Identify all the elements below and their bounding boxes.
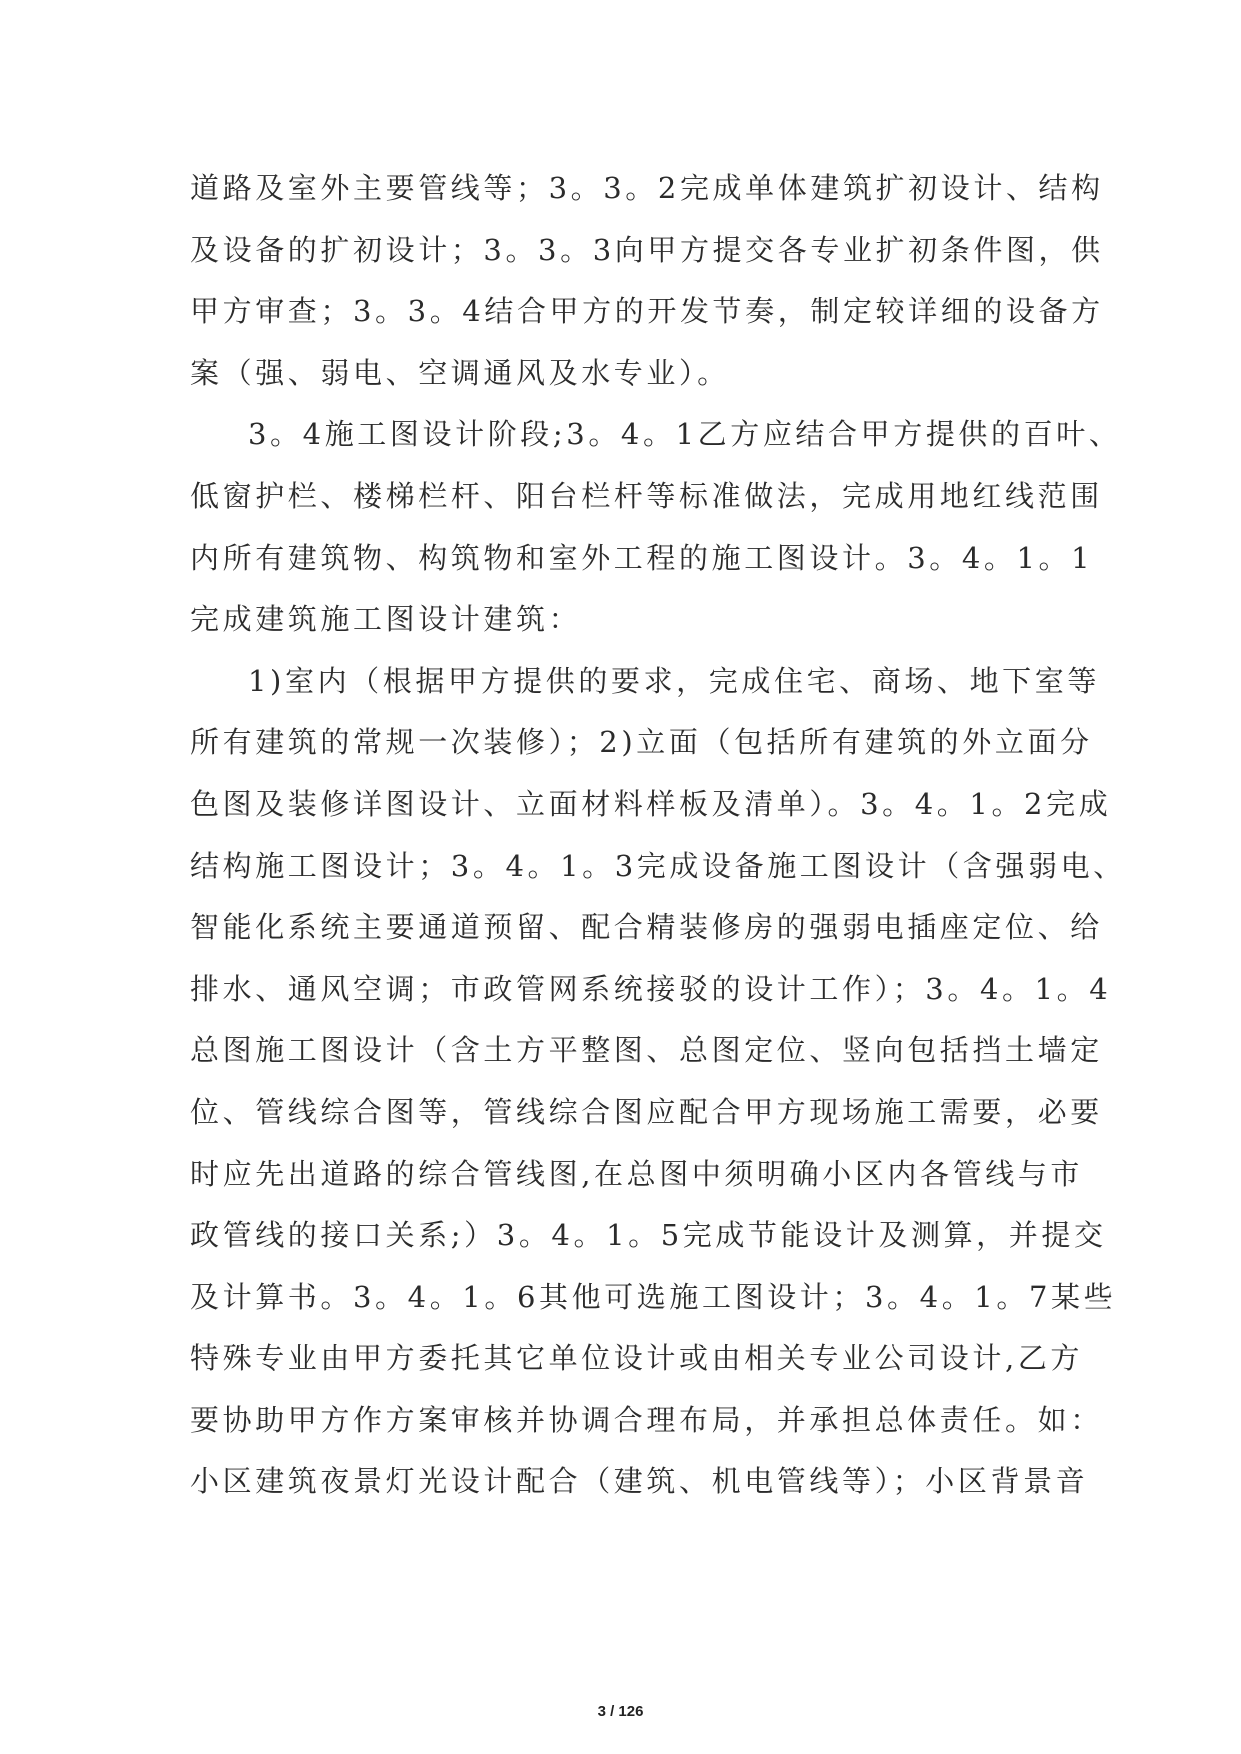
text-line: 及计算书。3。4。1。6其他可选施工图设计；3。4。1。7某些 (190, 1279, 1117, 1314)
text-line: 智能化系统主要通道预留、配合精装修房的强弱电插座定位、给 (190, 910, 1103, 945)
text-line: 小区建筑夜景灯光设计配合（建筑、机电管线等）；小区背景音 (190, 1464, 1089, 1499)
text-line: 结构施工图设计；3。4。1。3完成设备施工图设计（含强弱电、 (190, 848, 1126, 883)
text-line: 时应先出道路的综合管线图,在总图中须明确小区内各管线与市 (190, 1156, 1084, 1191)
text-line: 1)室内（根据甲方提供的要求，完成住宅、商场、地下室等 (248, 663, 1100, 698)
text-line: 要协助甲方作方案审核并协调合理布局，并承担总体责任。如： (190, 1402, 1103, 1437)
text-line: 3。4施工图设计阶段;3。4。1乙方应结合甲方提供的百叶、 (248, 417, 1122, 452)
text-line: 道路及室外主要管线等；3。3。2完成单体建筑扩初设计、结构 (190, 171, 1104, 205)
text-line: 甲方审查；3。3。4结合甲方的开发节奏，制定较详细的设备方 (190, 294, 1104, 329)
text-line: 特殊专业由甲方委托其它单位设计或由相关专业公司设计,乙方 (190, 1341, 1084, 1376)
text-line: 色图及装修详图设计、立面材料样板及清单）。3。4。1。2完成 (190, 786, 1112, 821)
text-line: 完成建筑施工图设计建筑： (190, 602, 582, 637)
text-line: 总图施工图设计（含土方平整图、总图定位、竖向包括挡土墙定 (190, 1033, 1103, 1068)
text-line: 低窗护栏、楼梯栏杆、阳台栏杆等标准做法，完成用地红线范围 (190, 478, 1103, 513)
text-line: 内所有建筑物、构筑物和室外工程的施工图设计。3。4。1。1 (190, 540, 1094, 575)
text-line: 所有建筑的常规一次装修）；2)立面（包括所有建筑的外立面分 (190, 725, 1093, 760)
text-line: 及设备的扩初设计；3。3。3向甲方提交各专业扩初条件图，供 (190, 232, 1104, 267)
page-number: 3 / 126 (597, 1703, 644, 1720)
text-line: 案（强、弱电、空调通风及水专业）。 (190, 355, 730, 390)
text-line: 排水、通风空调；市政管网系统接驳的设计工作）；3。4。1。4 (190, 971, 1112, 1006)
text-line: 位、管线综合图等，管线综合图应配合甲方现场施工需要，必要 (190, 1094, 1103, 1129)
text-line: 政管线的接口关系;）3。4。1。5完成节能设计及测算，并提交 (190, 1218, 1107, 1253)
body-text (190, 158, 1126, 1513)
